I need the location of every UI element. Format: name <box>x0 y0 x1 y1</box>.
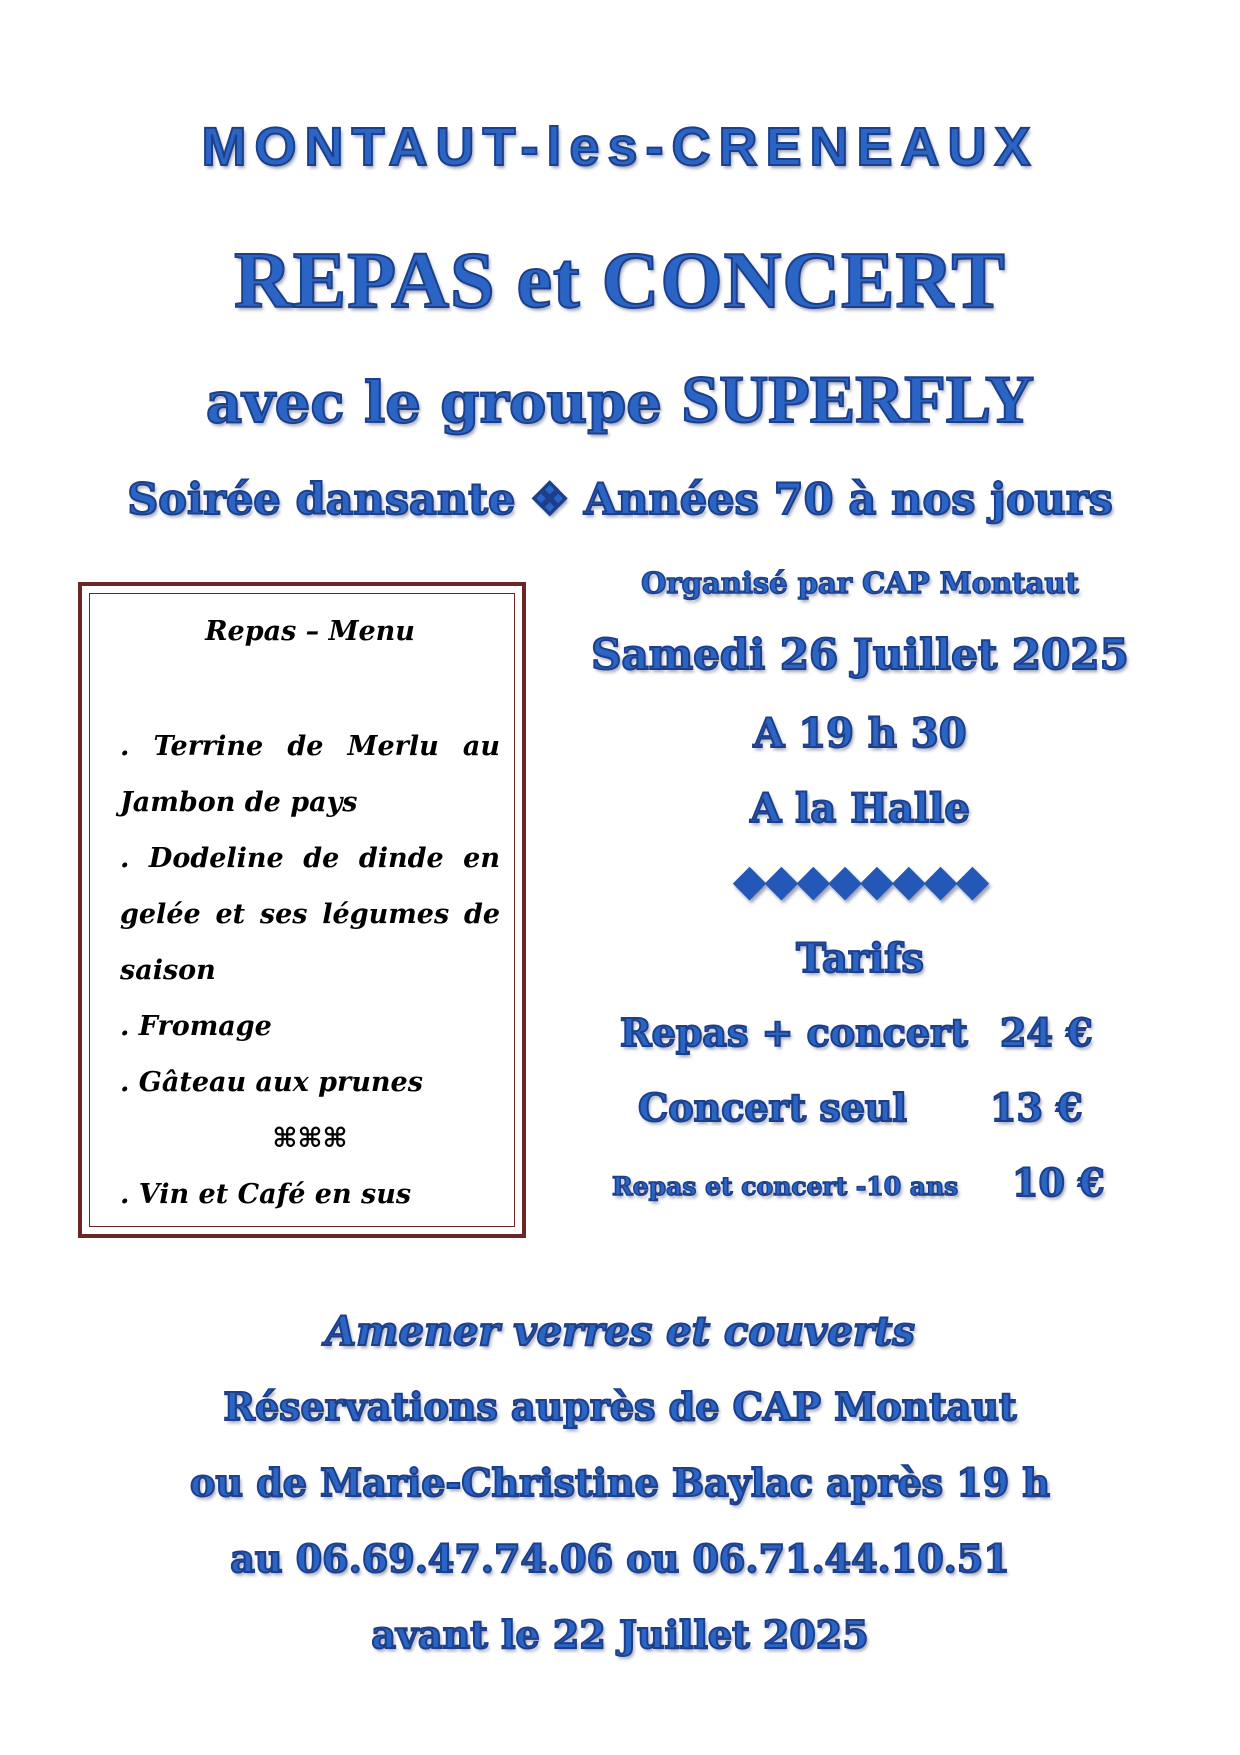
menu-item: . Dodeline de dinde en gelée et ses légumes de saison <box>120 843 500 986</box>
event-title: REPAS et CONCERT <box>234 237 1006 325</box>
bring-notice: Amener verres et couverts <box>325 1308 915 1355</box>
menu-item: . Terrine de Merlu au Jambon de pays <box>120 731 500 818</box>
tarif-price: 13 € <box>990 1085 1083 1130</box>
tarif-price: 10 € <box>1012 1160 1105 1205</box>
reservation-line: Réservations auprès de CAP Montaut <box>223 1384 1017 1429</box>
menu-item: . Fromage <box>120 1011 272 1042</box>
event-time: A 19 h 30 <box>753 710 967 757</box>
reservation-line: ou de Marie-Christine Baylac après 19 h <box>189 1460 1050 1505</box>
menu-box <box>78 582 526 1238</box>
town-name: MONTAUT-les-CRENEAUX <box>201 117 1039 177</box>
tarif-label: Repas et concert -10 ans <box>612 1172 959 1201</box>
tarif-label: Concert seul <box>638 1085 907 1130</box>
event-date: Samedi 26 Juillet 2025 <box>591 630 1129 679</box>
menu-item: . Gâteau aux prunes <box>120 1067 423 1098</box>
reservation-deadline: avant le 22 Juillet 2025 <box>371 1612 869 1657</box>
tarif-label: Repas + concert <box>620 1010 968 1055</box>
tarif-price: 24 € <box>1000 1010 1093 1055</box>
event-place: A la Halle <box>750 785 970 832</box>
event-subtitle: Soirée dansante ❖ Années 70 à nos jours <box>127 475 1113 525</box>
diamond-divider: ◆◆◆◆◆◆◆◆ <box>732 855 988 906</box>
menu-inner-border <box>89 593 515 1227</box>
tarifs-title: Tarifs <box>796 935 924 982</box>
reservation-phone: au 06.69.47.74.06 ou 06.71.44.10.51 <box>230 1536 1010 1581</box>
organizer: Organisé par CAP Montaut <box>641 566 1079 600</box>
menu-heading: Repas – Menu <box>205 616 415 647</box>
band-name: SUPERFLY <box>681 361 1035 437</box>
band-line <box>0 360 1240 439</box>
menu-extra: . Vin et Café en sus <box>120 1179 412 1210</box>
band-prefix: avec le groupe <box>205 370 682 436</box>
menu-separator: ⌘⌘⌘ <box>272 1123 348 1154</box>
